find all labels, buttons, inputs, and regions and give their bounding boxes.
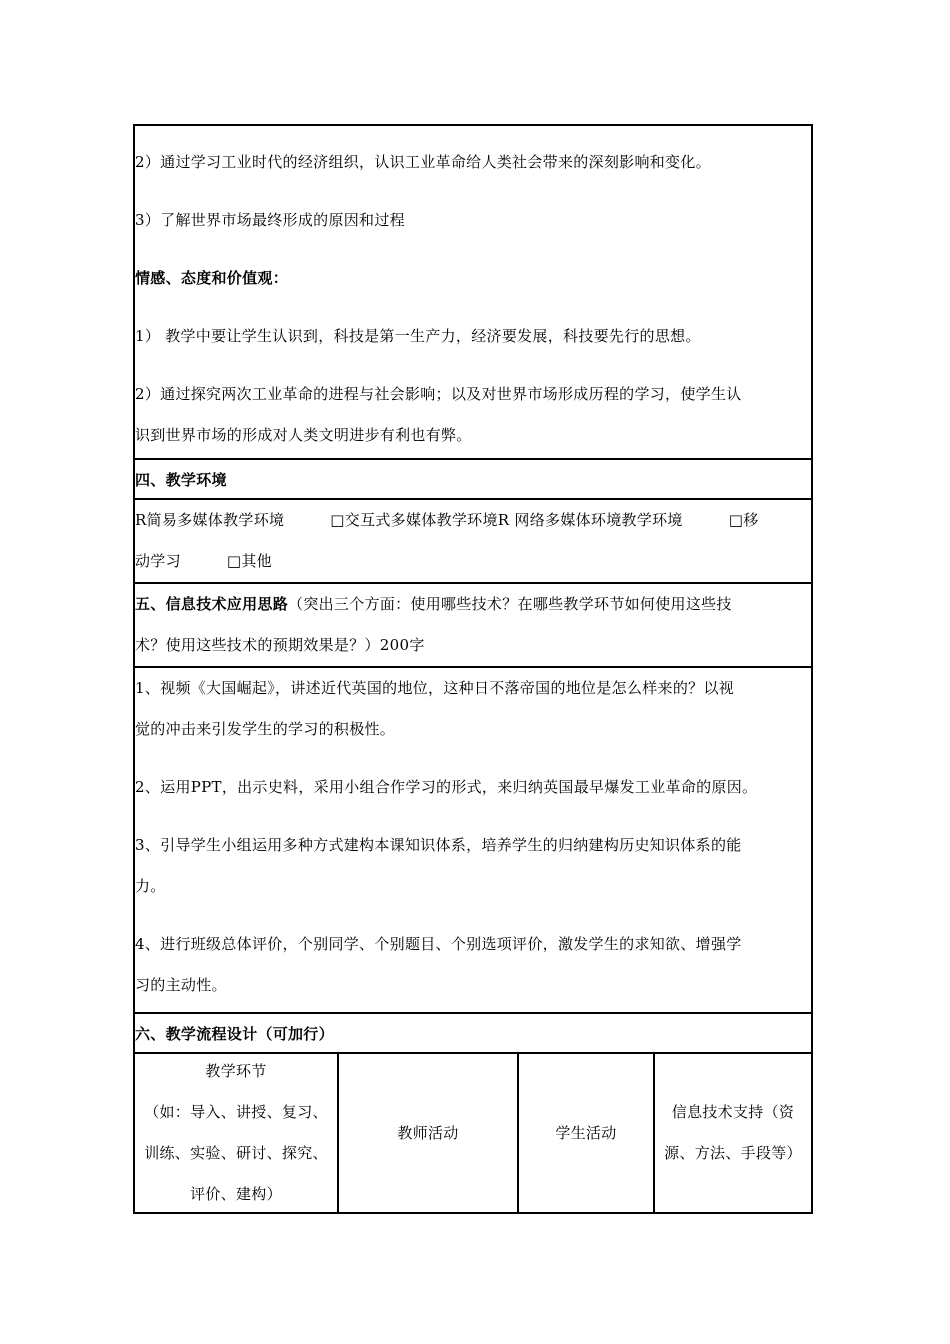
emotion-line-1: 1） 教学中要让学生认识到，科技是第一生产力，经济要发展，科技要先行的思想。 [135, 327, 701, 345]
goal-line-2: 2）通过学习工业时代的经济组织，认识工业革命给人类社会带来的深刻影响和变化。 [135, 153, 711, 171]
flow-col-teacher-label: 教师活动 [397, 1123, 459, 1142]
goal-line-3: 3）了解世界市场最终形成的原因和过程 [135, 211, 405, 229]
flow-col-student [519, 1054, 655, 1212]
it-item-4b: 习的主动性。 [135, 976, 227, 994]
flow-col-stage-line-2: （如：导入、讲授、复习、 [144, 1103, 328, 1121]
it-plan-heading-line-1 [135, 584, 811, 625]
it-plan-heading-row [135, 584, 811, 668]
flow-col-it-support-line-1: 信息技术支持（资 [671, 1103, 795, 1121]
it-item-3b: 力。 [135, 877, 166, 895]
flow-col-stage-line-4: 评价、建构） [190, 1185, 282, 1203]
flow-col-stage-line-1: 教学环节 [205, 1062, 267, 1080]
it-plan-items [135, 668, 811, 1014]
flow-col-stage [135, 1054, 339, 1212]
flow-heading: 六、教学流程设计（可加行） [135, 1025, 334, 1043]
lesson-plan-table [133, 124, 813, 1214]
it-item-2: 2、运用PPT，出示史料，采用小组合作学习的形式，来归纳英国最早爆发工业革命的原因。 [135, 778, 758, 796]
it-item-3a: 3、引导学生小组运用多种方式建构本课知识体系，培养学生的归纳建构历史知识体系的能 [135, 836, 742, 854]
environment-heading: 四、教学环境 [135, 471, 227, 489]
option-mobile-suffix: 动学习 [135, 552, 181, 570]
flow-col-stage-line-3: 训练、实验、研讨、探究、 [144, 1144, 328, 1162]
it-item-4a: 4、进行班级总体评价，个别同学、个别题目、个别选项评价，激发学生的求知欲、增强学 [135, 935, 742, 953]
flow-col-it-support [655, 1054, 811, 1212]
option-other: □其他 [226, 552, 272, 570]
it-item-1b: 觉的冲击来引发学生的学习的积极性。 [135, 720, 396, 738]
flow-col-student-label: 学生活动 [555, 1123, 617, 1142]
goals-section [135, 126, 811, 460]
option-simple-multimedia: R简易多媒体教学环境 [135, 511, 285, 529]
it-plan-heading-note-a: （突出三个方面：使用哪些技术？在哪些教学环节如何使用这些技 [288, 595, 732, 613]
flow-col-it-support-text [664, 1092, 802, 1174]
emotion-heading: 情感、态度和价值观： [135, 269, 289, 287]
environment-options-row [135, 500, 811, 584]
option-interactive-network: □交互式多媒体教学环境R 网络多媒体环境教学环境 [330, 511, 683, 529]
flow-table-header [135, 1054, 811, 1212]
it-plan-heading-note-b: 术？使用这些技术的预期效果是？）200字 [135, 636, 425, 654]
environment-options-line-1 [135, 500, 811, 541]
it-item-1a: 1、视频《大国崛起》，讲述近代英国的地位，这种日不落帝国的地位是怎么样来的？以视 [135, 679, 735, 697]
flow-col-it-support-line-2: 源、方法、手段等） [664, 1144, 802, 1162]
emotion-line-2b: 识到世界市场的形成对人类文明进步有利也有弊。 [135, 426, 472, 444]
flow-heading-row [135, 1014, 811, 1054]
option-mobile-prefix: □移 [728, 511, 759, 529]
it-plan-heading: 五、信息技术应用思路 [135, 595, 289, 613]
flow-col-stage-text [144, 1051, 328, 1215]
environment-heading-row [135, 460, 811, 500]
flow-col-teacher [339, 1054, 519, 1212]
environment-options-line-2 [135, 541, 811, 582]
emotion-line-2a: 2）通过探究两次工业革命的进程与社会影响；以及对世界市场形成历程的学习，使学生认 [135, 385, 742, 403]
